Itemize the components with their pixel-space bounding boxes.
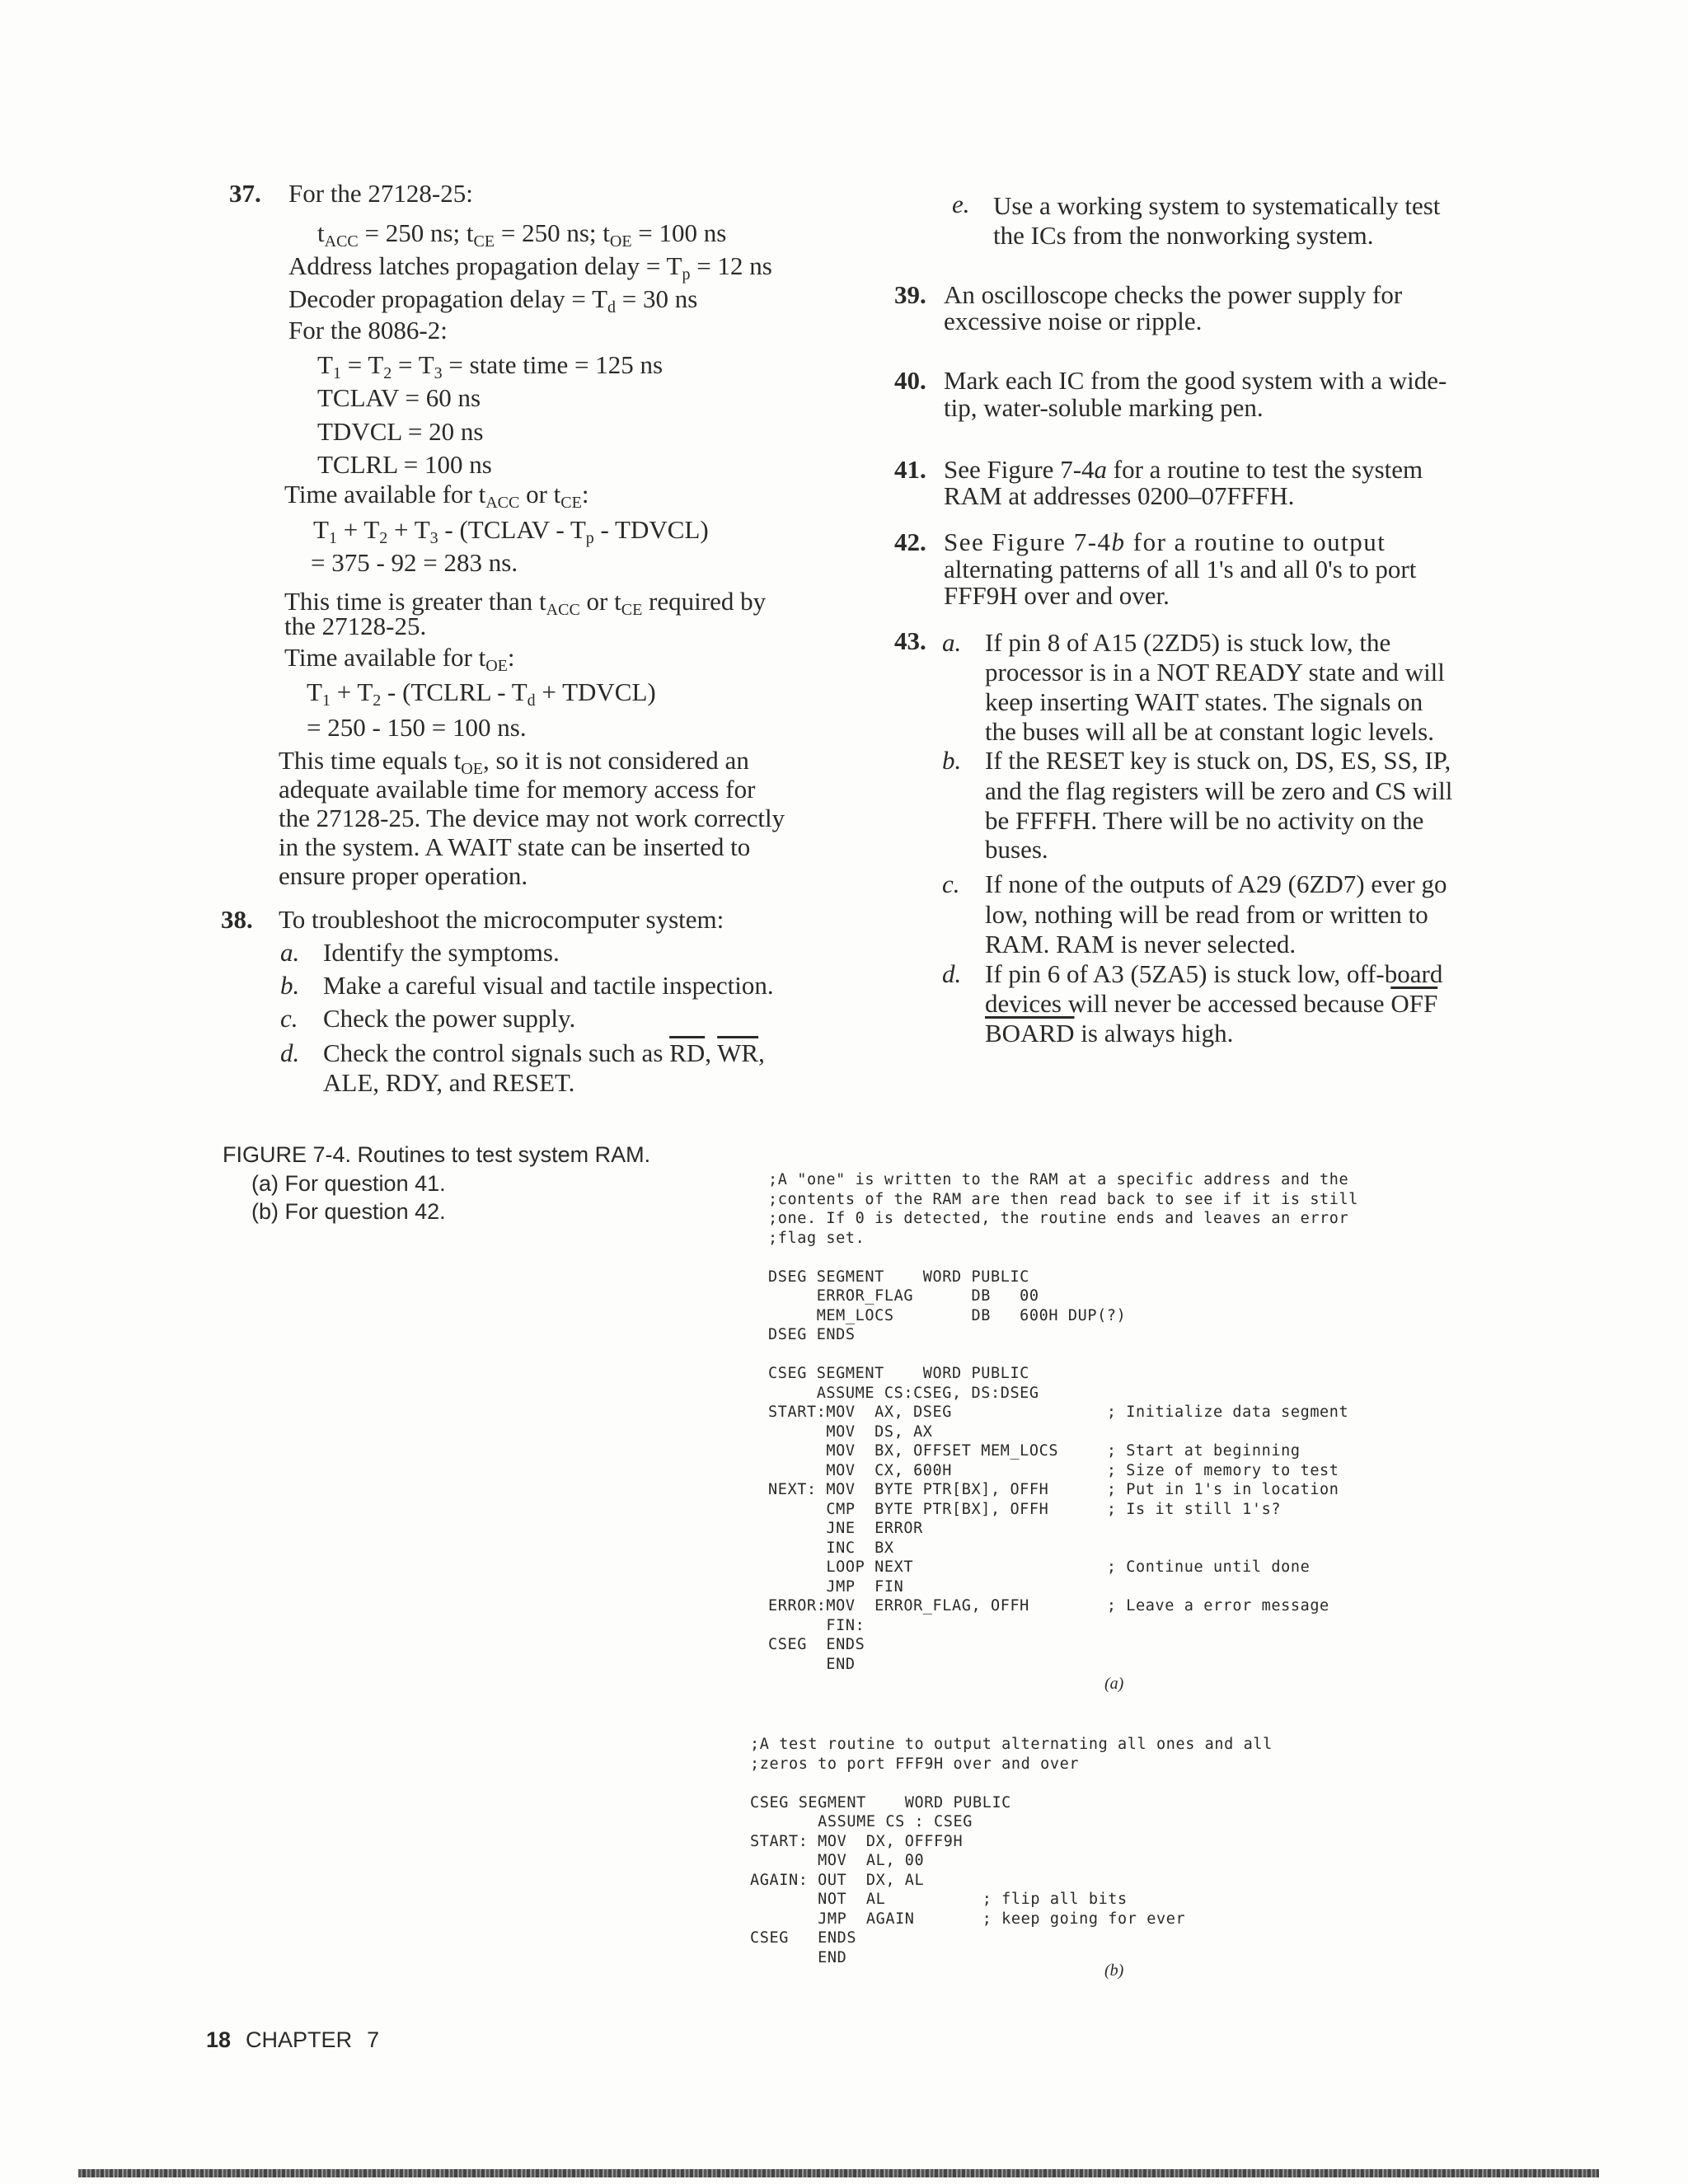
q43-a-line-1: If pin 8 of A15 (2ZD5) is stuck low, the [985, 628, 1391, 657]
q42-line-2: alternating patterns of all 1's and all 0's to port [944, 555, 1417, 583]
q37-tclav: TCLAV = 60 ns [317, 383, 481, 412]
wr-signal: $\overline{WR}$ [717, 1038, 759, 1067]
code-listing-a: ;A "one" is written to the RAM at a specific address and the ;contents of the RAM are then read back to see if it is still ;one. If 0 is detected, the routine ends and leaves an error ;flag set. DSEG SEGMENT WORD PUBLIC ERROR_FLAG DB 00 MEM_LOCS DB 600H DUP(?) DSEG ENDS CSEG SEGMENT WORD PUBLIC ASSUME CS:CSEG, DS:DSEG START:MOV AX, DSEG ; Initialize data segment MOV DS, AX MOV BX, OFFSET MEM_LOCS ; Start at beginning MOV CX, 600H ; Size of memory to test NEXT: MOV BYTE PTR[BX], OFFH ; Put in 1's in location CMP BYTE PTR[BX], OFFH ; Is it still 1's? JNE ERROR INC BX LOOP NEXT ; Continue until done JMP FIN ERROR:MOV ERROR_FLAG, OFFH ; Leave a error message FIN: CSEG ENDS END [768, 1171, 1359, 1673]
q43-b-line-2: and the flag registers will be zero and CS will [985, 776, 1453, 805]
q38-item-e-line-2: the ICs from the nonworking system. [993, 221, 1374, 250]
figure-label-a: (a) [1104, 1675, 1124, 1693]
question-37-number: 37. [229, 179, 261, 208]
q38-item-a-letter: a. [280, 938, 300, 967]
question-40-number: 40. [894, 366, 926, 395]
q37-para-line-3: the 27128-25. The device may not work correctly [279, 804, 785, 832]
q37-avail-acc: Time available for $t_{ACC}$ or $t_{CE}$: [284, 480, 589, 512]
q43-b-line-4: buses. [985, 835, 1048, 864]
q37-avail-oe: Time available for $t_{OE}$: [284, 643, 515, 675]
scan-edge-strip [78, 2169, 1599, 2177]
q43-b-line-1: If the RESET key is stuck on, DS, ES, SS, IP, [985, 746, 1451, 775]
q43-d-line-2: devices will never be accessed because $\overline{OFF}$ [985, 989, 1438, 1018]
question-43-number: 43. [894, 626, 926, 655]
q43-item-d-letter: d. [942, 959, 962, 988]
q37-sum2-line: $T_1 + T_2$ - (TCLRL - $T_d$ + TDVCL) [307, 677, 656, 710]
q42-line-1: See Figure 7-4b for a routine to output [944, 527, 1386, 556]
q43-a-line-4: the buses will all be at constant logic levels. [985, 717, 1434, 746]
q37-tclrl: TCLRL = 100 ns [317, 450, 492, 479]
q43-item-c-letter: c. [942, 869, 960, 898]
off-board-signal: $\overline{OFF}$ [1390, 989, 1438, 1018]
board-signal: BOARD [985, 1019, 1075, 1047]
figure-sub-b: (b) For question 42. [251, 1199, 446, 1224]
figure-sub-a: (a) For question 41. [251, 1171, 446, 1196]
q43-item-b-letter: b. [942, 746, 962, 775]
q37-para-line-1: This time equals $t_{OE}$, so it is not considered an [279, 746, 749, 778]
q41-line-2: RAM at addresses 0200–07FFFH. [944, 481, 1295, 510]
q38-item-b-letter: b. [280, 971, 300, 1000]
q43-c-line-1: If none of the outputs of A29 (6ZD7) ever go [985, 869, 1447, 898]
code-listing-b: ;A test routine to output alternating all ones and all ;zeros to port FFF9H over and over CSEG SEGMENT WORD PUBLIC ASSUME CS : CSEG START: MOV DX, OFFF9H MOV AL, 00 AGAIN: OUT DX, AL NOT AL ; flip all bits JMP AGAIN ; keep going for ever CSEG ENDS END [750, 1736, 1273, 1966]
q37-greater-2: the 27128-25. [284, 612, 427, 640]
q40-line-1: Mark each IC from the good system with a wide- [944, 366, 1447, 395]
q37-intro: For the 27128-25: [288, 179, 473, 208]
q43-item-a-letter: a. [942, 628, 962, 657]
question-41-number: 41. [894, 455, 926, 484]
q37-para-line-4: in the system. A WAIT state can be inserted to [279, 832, 751, 861]
q38-item-e-line-1: Use a working system to systematically test [993, 191, 1441, 220]
q40-line-2: tip, water-soluble marking pen. [944, 393, 1264, 422]
q37-for-8086: For the 8086-2: [288, 316, 448, 344]
q37-latch-line: Address latches propagation delay = $T_p = 12$ ns [288, 251, 772, 284]
question-38-number: 38. [221, 905, 253, 934]
q38-item-b: Make a careful visual and tactile inspection. [323, 971, 774, 1000]
chapter-label: CHAPTER [246, 2027, 353, 2052]
figure-caption: FIGURE 7-4. Routines to test system RAM. [223, 1142, 651, 1167]
q39-line-2: excessive noise or ripple. [944, 307, 1203, 335]
q42-line-3: FFF9H over and over. [944, 581, 1170, 610]
q43-b-line-3: be FFFFH. There will be no activity on the [985, 806, 1424, 835]
q43-a-line-3: keep inserting WAIT states. The signals on [985, 687, 1423, 716]
q37-times-line: $t_{ACC} = 250$ ns; $t_{CE} = 250$ ns; $t_{OE} = 100$ ns [317, 218, 727, 251]
q41-line-1: See Figure 7-4a for a routine to test the system [944, 455, 1423, 484]
q38-item-e-letter: e. [952, 190, 970, 218]
page-footer [206, 2027, 379, 2053]
q37-sum-line: $T_1 + T_2 + T_3$ - (TCLAV - $T_p$ - TDVCL) [313, 515, 709, 547]
q38-item-d-cont: ALE, RDY, and RESET. [323, 1068, 575, 1097]
figure-label-b: (b) [1104, 1961, 1124, 1980]
q37-result-2: = 250 - 150 = 100 ns. [307, 713, 527, 742]
q43-d-line-3: BOARD is always high. [985, 1019, 1234, 1047]
q37-decoder-line: Decoder propagation delay = $T_d = 30$ ns [288, 284, 698, 316]
question-42-number: 42. [894, 527, 926, 556]
question-39-number: 39. [894, 280, 926, 309]
q37-state-line: $T_1 = T_2 = T_3$ = state time = 125 ns [317, 350, 663, 382]
q39-line-1: An oscilloscope checks the power supply for [944, 280, 1403, 309]
q37-para-line-2: adequate available time for memory access for [279, 775, 756, 804]
q43-c-line-3: RAM. RAM is never selected. [985, 930, 1296, 958]
q43-a-line-2: processor is in a NOT READY state and will [985, 658, 1445, 687]
q38-item-d: Check the control signals such as $\overline{RD}$, $\overline{WR}$, [323, 1038, 765, 1067]
page-number: 18 [206, 2027, 232, 2052]
q38-item-c-letter: c. [280, 1004, 298, 1033]
q37-greater-1: This time is greater than $t_{ACC}$ or $t_{CE}$ required by [284, 587, 767, 619]
q37-tdvcl: TDVCL = 20 ns [317, 417, 484, 446]
q37-result-1: = 375 - 92 = 283 ns. [311, 548, 518, 577]
q38-intro: To troubleshoot the microcomputer system: [279, 905, 724, 934]
q38-item-d-letter: d. [280, 1038, 300, 1067]
q37-para-line-5: ensure proper operation. [279, 861, 528, 890]
chapter-number: 7 [367, 2027, 380, 2052]
q38-item-a: Identify the symptoms. [323, 938, 560, 967]
q43-d-line-1: If pin 6 of A3 (5ZA5) is stuck low, off-board [985, 959, 1443, 988]
q38-item-c: Check the power supply. [323, 1004, 576, 1033]
rd-signal: $\overline{RD}$ [669, 1038, 706, 1067]
q43-c-line-2: low, nothing will be read from or written to [985, 900, 1428, 929]
